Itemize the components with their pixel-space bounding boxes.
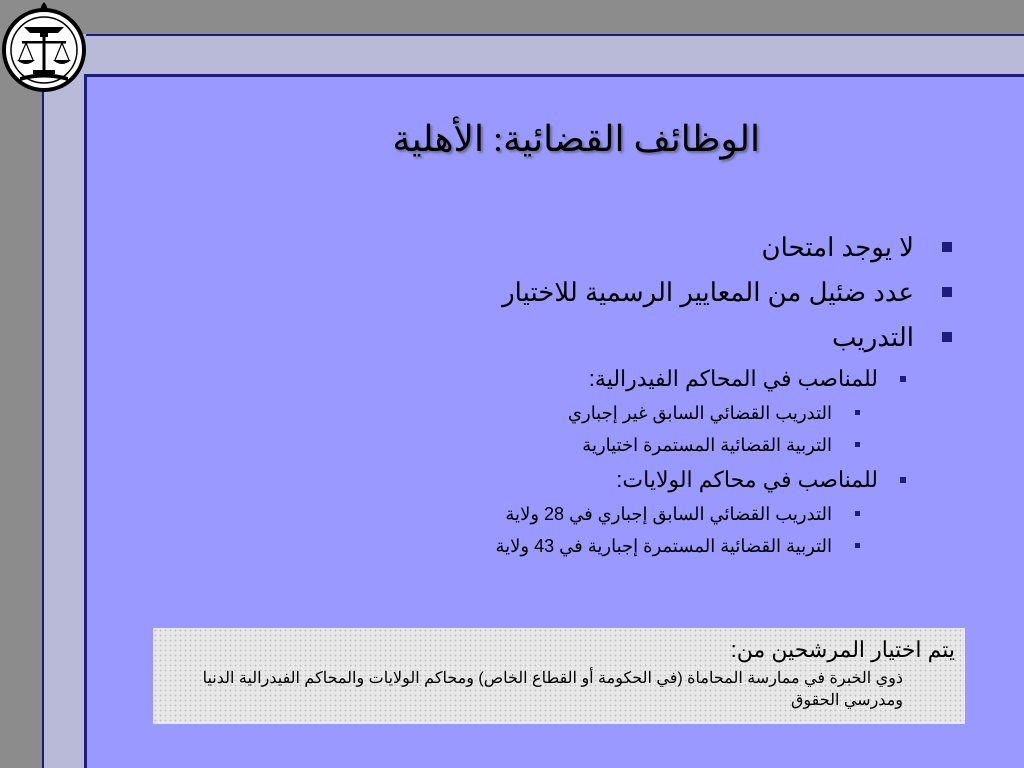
lavender-side-bar [42,34,86,768]
square-bullet-icon [855,410,860,415]
square-bullet-icon [900,477,906,483]
bullet-text: لا يوجد امتحان [761,232,914,262]
sub-sub-bullet-item [352,397,860,429]
sub-sub-bullet-text: التربية القضائية المستمرة اختيارية [582,435,832,455]
sub-bullet-text: للمناصب في المحاكم الفيدرالية: [588,366,878,391]
square-bullet-icon [855,543,860,548]
slide-title: الوظائف القضائية: الأهلية [392,119,760,159]
top-gray-band [0,0,1024,34]
square-bullet-icon [942,242,952,252]
bullet-list [352,225,952,562]
bullet-text: التدريب [832,322,914,352]
scales-of-justice-emblem-icon [0,0,88,92]
lavender-header-bar [42,34,1024,76]
bullet-item [352,315,952,360]
bullet-text: عدد ضئيل من المعايير الرسمية للاختيار [502,277,914,307]
sub-sub-bullet-item [352,429,860,461]
left-gray-band [0,0,42,768]
square-bullet-icon [900,376,906,382]
square-bullet-icon [942,287,952,297]
sub-sub-bullet-item [352,530,860,562]
square-bullet-icon [855,511,860,516]
note-body: ذوي الخبرة في ممارسة المحاماة (في الحكومة أو القطاع الخاص) ومحاكم الولايات والمحاكم الفيدرالية الدنيا ومدرسي الحقوق [202,670,903,709]
square-bullet-icon [942,332,952,342]
sub-sub-bullet-text: التربية القضائية المستمرة إجبارية في 43 ولاية [495,536,832,556]
candidates-note-box [153,628,965,724]
square-bullet-icon [855,442,860,447]
sub-bullet-item [352,461,906,498]
bullet-item [352,225,952,270]
note-title: يتم اختيار المرشحين من: [730,637,955,662]
sub-sub-bullet-text: التدريب القضائي السابق إجباري في 28 ولاية [505,504,832,524]
sub-sub-bullet-text: التدريب القضائي السابق غير إجباري [567,403,832,423]
sub-sub-bullet-item [352,498,860,530]
sub-bullet-item [352,360,906,397]
sub-bullet-text: للمناصب في محاكم الولايات: [616,467,878,492]
bullet-item [352,270,952,315]
